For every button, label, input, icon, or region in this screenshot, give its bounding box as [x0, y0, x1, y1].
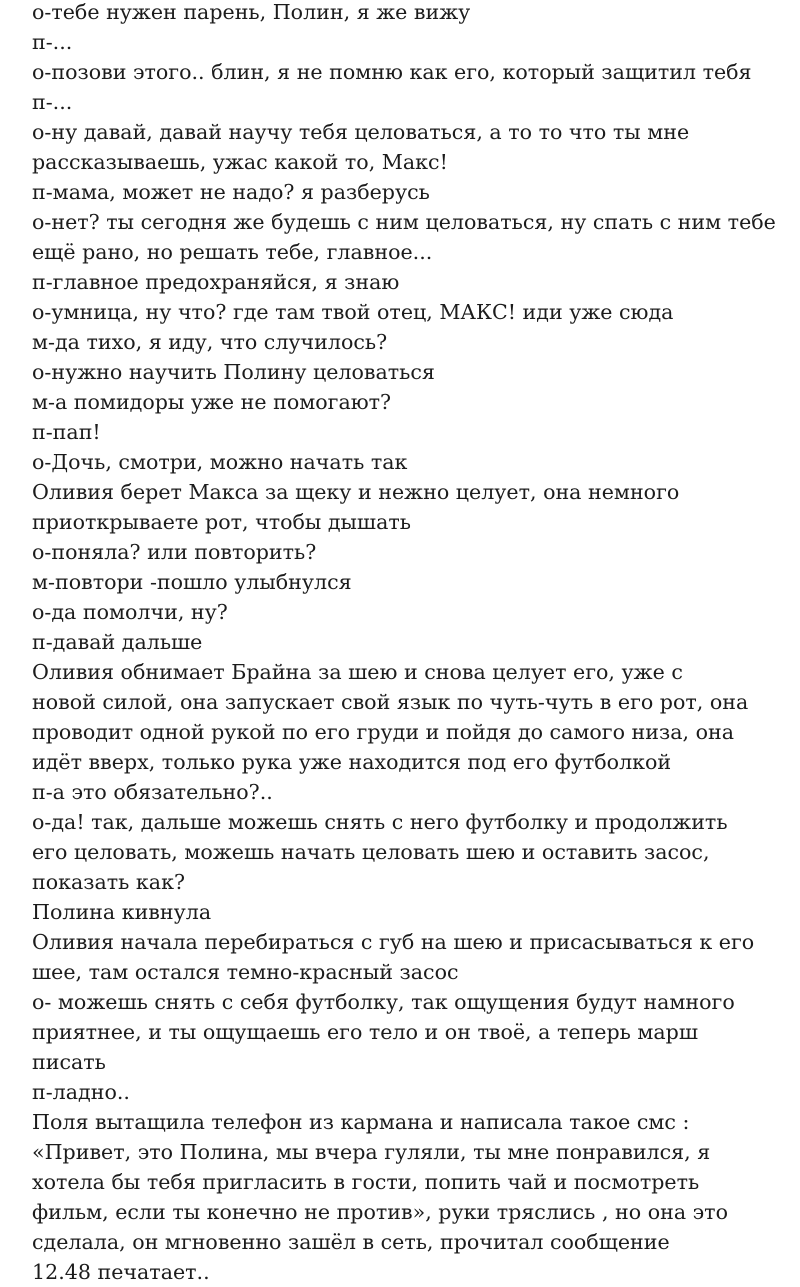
text-line: м-повтори -пошло улыбнулся — [32, 570, 352, 594]
text-line: Оливия берет Макса за щеку и нежно целует, она немного — [32, 480, 680, 504]
text-line: его целовать, можешь начать целовать шею и оставить засос, — [32, 840, 710, 864]
text-line: о-нет? ты сегодня же будешь с ним целоваться, ну спать с ним тебе — [32, 210, 776, 234]
text-line: о-тебе нужен парень, Полин, я же вижу — [32, 0, 471, 24]
text-line: о-ну давай, давай научу тебя целоваться, а то то что ты мне — [32, 120, 690, 144]
text-line: шее, там остался темно-красный засос — [32, 960, 459, 984]
text-line: о-поняла? или повторить? — [32, 540, 317, 564]
text-line: ещё рано, но решать тебе, главное... — [32, 240, 433, 264]
text-line: м-а помидоры уже не помогают? — [32, 390, 392, 414]
text-line: Оливия начала перебираться с губ на шею и присасываться к его — [32, 930, 755, 954]
text-line: п-давай дальше — [32, 630, 203, 654]
text-line: писать — [32, 1050, 106, 1074]
text-line: п-мама, может не надо? я разберусь — [32, 180, 430, 204]
text-line: п-главное предохраняйся, я знаю — [32, 270, 400, 294]
document-body — [32, 0, 776, 1287]
text-line: приятнее, и ты ощущаешь его тело и он твоё, а теперь марш — [32, 1020, 699, 1044]
text-line: «Привет, это Полина, мы вчера гуляли, ты мне понравился, я — [32, 1140, 711, 1164]
text-line: проводит одной рукой по его груди и пойдя до самого низа, она — [32, 720, 734, 744]
text-line: показать как? — [32, 870, 185, 894]
text-line: п-... — [32, 90, 73, 114]
text-line: о-нужно научить Полину целоваться — [32, 360, 435, 384]
text-line: о-умница, ну что? где там твой отец, МАКС! иди уже сюда — [32, 300, 674, 324]
text-line: п-пап! — [32, 420, 101, 444]
text-line: Полина кивнула — [32, 900, 212, 924]
text-line: рассказываешь, ужас какой то, Макс! — [32, 150, 448, 174]
text-line: Поля вытащила телефон из кармана и написала такое смс : — [32, 1110, 690, 1134]
text-line: идёт вверх, только рука уже находится под его футболкой — [32, 750, 672, 774]
text-line: п-а это обязательно?.. — [32, 780, 273, 804]
text-line: о-да! так, дальше можешь снять с него футболку и продолжить — [32, 810, 728, 834]
text-line: хотела бы тебя пригласить в гости, попить чай и посмотреть — [32, 1170, 700, 1194]
text-line: о-Дочь, смотри, можно начать так — [32, 450, 408, 474]
text-line: фильм, если ты конечно не против», руки тряслись , но она это — [32, 1200, 728, 1224]
text-line: м-да тихо, я иду, что случилось? — [32, 330, 388, 354]
text-line: о-позови этого.. блин, я не помню как его, который защитил тебя — [32, 60, 752, 84]
text-line: п-... — [32, 30, 73, 54]
text-line: сделала, он мгновенно зашёл в сеть, прочитал сообщение — [32, 1230, 670, 1254]
text-line: о-да помолчи, ну? — [32, 600, 228, 624]
text-line: новой силой, она запускает свой язык по чуть-чуть в его рот, она — [32, 690, 749, 714]
text-line: Оливия обнимает Брайна за шею и снова целует его, уже с — [32, 660, 683, 684]
text-line: 12.48 печатает.. — [32, 1260, 210, 1284]
text-line: приоткрываете рот, чтобы дышать — [32, 510, 411, 534]
text-line: п-ладно.. — [32, 1080, 130, 1104]
text-line: о- можешь снять с себя футболку, так ощущения будут намного — [32, 990, 735, 1014]
